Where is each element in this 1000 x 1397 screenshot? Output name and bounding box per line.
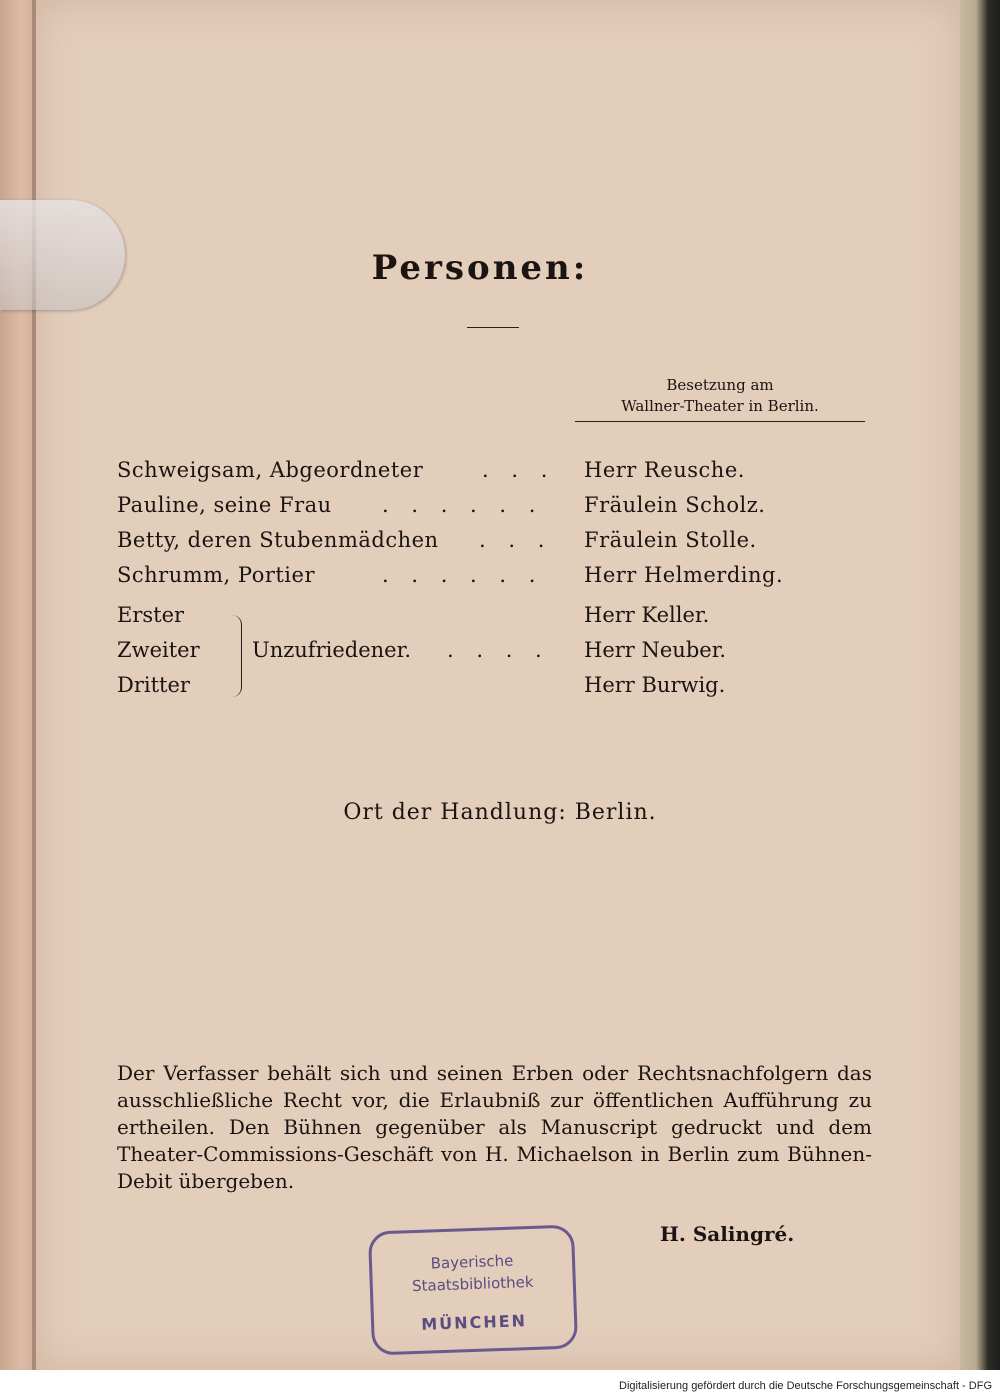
- role-name: Schrumm, Portier: [117, 563, 315, 587]
- role-actor: Herr Keller.: [584, 603, 710, 627]
- footer-credit: Digitalisierung gefördert durch die Deutsche Forschungsgemeinschaft - DFG: [619, 1380, 992, 1392]
- author-signature: H. Salingré.: [660, 1222, 795, 1246]
- cast-header-line2: Wallner-Theater in Berlin.: [621, 397, 819, 415]
- leader-dots: . . .: [479, 528, 553, 552]
- leader-dots: . . .: [482, 458, 556, 482]
- role-row: [117, 458, 837, 493]
- role-name: Pauline, seine Frau: [117, 493, 332, 517]
- stamp-line: Bayerische: [430, 1251, 514, 1273]
- role-name: Betty, deren Stubenmädchen: [117, 528, 439, 552]
- leader-dots: . . . .: [447, 638, 550, 662]
- page-title: Personen:: [371, 248, 589, 288]
- role-row: [117, 563, 837, 598]
- stamp-line: Staatsbibliothek: [411, 1272, 534, 1296]
- stamp-line: MÜNCHEN: [420, 1311, 528, 1334]
- cast-header: [560, 375, 880, 422]
- role-actor: Fräulein Stolle.: [584, 528, 757, 552]
- group-role-label: Unzufriedener.: [252, 638, 411, 662]
- leader-dots: . . . . . .: [382, 563, 544, 587]
- role-list: [117, 458, 837, 598]
- unzufriedene-group: [117, 603, 837, 708]
- role-actor: Herr Reusche.: [584, 458, 745, 482]
- cast-header-line1: Besetzung am: [666, 376, 774, 394]
- library-stamp: [368, 1224, 578, 1355]
- ordinal-label: Dritter: [117, 673, 190, 697]
- ordinal-label: Zweiter: [117, 638, 200, 662]
- book-cover-edge: [960, 0, 1000, 1370]
- role-row: [117, 493, 837, 528]
- role-actor: Herr Neuber.: [584, 638, 727, 662]
- role-actor: Herr Burwig.: [584, 673, 726, 697]
- role-actor: Herr Helmerding.: [584, 563, 784, 587]
- cast-header-underline: [575, 421, 865, 422]
- leader-dots: . . . . . .: [382, 493, 544, 517]
- title-divider: [467, 327, 519, 328]
- role-row: [117, 528, 837, 563]
- rights-notice: Der Verfasser behält sich und seinen Erben oder Rechtsnachfolgern das ausschließliche Recht vor, die Erlaubniß zur öffentlichen Aufführung zu ertheilen. Den Bühnen gegenüber als Manuscript gedruckt und dem Theater-Commissions-Geschäft von H. Michaelson in Berlin zum Bühnen-Debit übergeben.: [117, 1061, 872, 1193]
- curly-brace: [231, 615, 242, 697]
- ordinal-label: Erster: [117, 603, 185, 627]
- role-actor: Fräulein Scholz.: [584, 493, 766, 517]
- place-of-action: Ort der Handlung: Berlin.: [343, 800, 657, 825]
- role-name: Schweigsam, Abgeordneter: [117, 458, 424, 482]
